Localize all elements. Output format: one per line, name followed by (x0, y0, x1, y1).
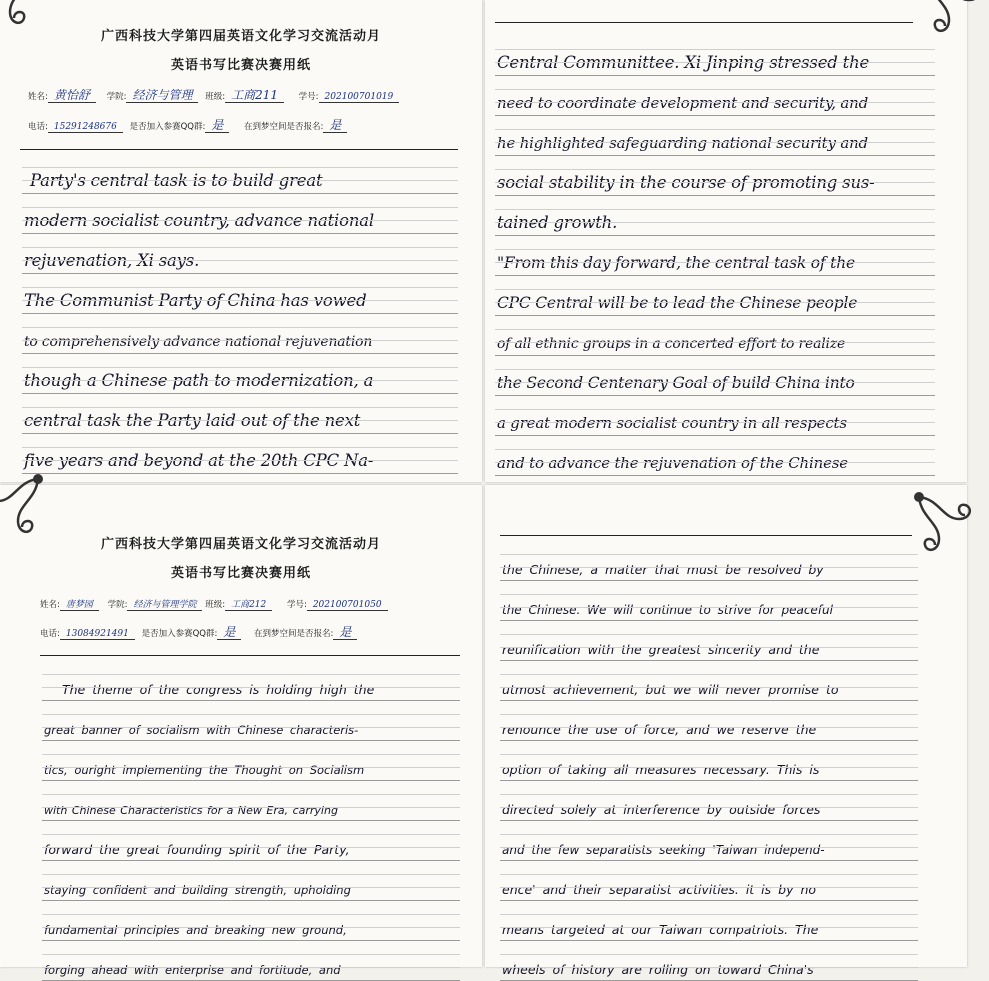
phone-label: 电话: (40, 629, 60, 639)
writing-line: of all ethnic groups in a concerted effort to realize (495, 316, 935, 356)
writing-line: the Chinese, a matter that must be resolved by (500, 541, 918, 581)
writing-line: CPC Central will be to lead the Chinese people (495, 276, 935, 316)
writing-line: "From this day forward, the central task of the (495, 236, 935, 276)
dream-value: 是 (333, 625, 357, 640)
corner-flourish-icon (909, 489, 979, 559)
info-row-1 (40, 597, 388, 610)
writing-line: reunification with the greatest sincerity and the (500, 621, 918, 661)
sheet-title: 广西科技大学第四届英语文化学习交流活动月 (100, 537, 381, 552)
phone-value: 15291248676 (48, 122, 123, 133)
writing-line: central task the Party laid out of the next (22, 394, 458, 434)
writing-line: rejuvenation, Xi says. (22, 234, 458, 274)
college-label: 学院: (107, 600, 128, 610)
sheet-title: 广西科技大学第四届英语文化学习交流活动月 (100, 29, 381, 44)
writing-line: option of taking all measures necessary. This is (500, 741, 918, 781)
student-id-label: 学号: (286, 600, 307, 610)
student-id-label: 学号: (298, 92, 319, 102)
qq-label: 是否加入参赛QQ群: (141, 629, 218, 639)
header-divider (495, 22, 913, 23)
header-divider (20, 149, 458, 150)
writing-line: Central Communittee. Xi Jinping stressed the (495, 36, 935, 76)
writing-line: and to advance the rejuvenation of the Chinese (495, 436, 935, 476)
header-divider (500, 535, 912, 536)
phone-value: 13084921491 (60, 629, 135, 640)
qq-label: 是否加入参赛QQ群: (129, 122, 206, 132)
writing-lines (500, 541, 918, 981)
writing-line: renounce the use of force, and we reserve the (500, 701, 918, 741)
qq-value: 是 (205, 118, 229, 133)
writing-line: the Chinese. We will continue to strive for peaceful (500, 581, 918, 621)
writing-line: and the few separatists seeking 'Taiwan independ- (500, 821, 918, 861)
writing-line: utmost achievement, but we will never promise to (500, 661, 918, 701)
class-value: 工商211 (225, 88, 284, 103)
college-value: 经济与管理学院 (127, 600, 202, 611)
corner-flourish-icon (0, 471, 48, 541)
writing-line: modern socialist country, advance national (22, 194, 458, 234)
writing-lines (495, 36, 935, 476)
writing-line: the Second Centenary Goal of build China into (495, 356, 935, 396)
class-label: 班级: (205, 92, 226, 102)
class-label: 班级: (205, 600, 226, 610)
contest-sheet-3 (0, 485, 482, 977)
header-divider (40, 655, 460, 656)
info-row-1 (28, 86, 399, 103)
writing-line: staying confident and building strength, upholding (42, 861, 460, 901)
writing-line: The Communist Party of China has vowed (22, 274, 458, 314)
writing-line: though a Chinese path to modernization, a (22, 354, 458, 394)
writing-line: a great modern socialist country in all respects (495, 396, 935, 436)
sheet-subtitle: 英语书写比赛决赛用纸 (170, 58, 311, 73)
college-value: 经济与管理 (126, 88, 198, 103)
writing-line: fundamental principles and breaking new ground, (42, 901, 460, 941)
class-value: 工商212 (225, 600, 272, 611)
writing-line: need to coordinate development and security, and (495, 76, 935, 116)
phone-label: 电话: (28, 122, 48, 132)
student-id-value: 202100701019 (319, 92, 400, 103)
college-label: 学院: (106, 92, 127, 102)
writing-line: The theme of the congress is holding high the (42, 661, 460, 701)
writing-line: tained growth. (495, 196, 935, 236)
contest-sheet-2 (485, 0, 967, 482)
info-row-2 (28, 116, 347, 133)
writing-line: means targeted at our Taiwan compatriots. The (500, 901, 918, 941)
writing-line: ence' and their separatist activities. it is by no (500, 861, 918, 901)
contest-sheet-1 (0, 0, 482, 482)
dream-label: 在到梦空间是否报名: (244, 122, 324, 132)
contest-sheet-4 (485, 485, 967, 977)
dream-label: 在到梦空间是否报名: (254, 629, 334, 639)
name-label: 姓名: (40, 600, 60, 610)
name-label: 姓名: (28, 92, 48, 102)
writing-lines (22, 154, 458, 474)
writing-line: great banner of socialism with Chinese characteris- (42, 701, 460, 741)
writing-line: social stability in the course of promoting sus- (495, 156, 935, 196)
writing-line: wheels of history are rolling on toward China's (500, 941, 918, 981)
student-id-value: 202100701050 (307, 600, 388, 611)
writing-line: to comprehensively advance national rejuvenation (22, 314, 458, 354)
writing-line: forging ahead with enterprise and fortitude, and (42, 941, 460, 981)
qq-value: 是 (217, 625, 241, 640)
dream-value: 是 (323, 118, 347, 133)
sheet-subtitle: 英语书写比赛决赛用纸 (170, 566, 311, 581)
writing-lines (42, 661, 460, 981)
writing-line: with Chinese Characteristics for a New Era, carrying (42, 781, 460, 821)
corner-flourish-icon (919, 0, 989, 40)
name-value: 唐梦园 (60, 600, 99, 611)
writing-line: forward the great founding spirit of the Party, (42, 821, 460, 861)
writing-line: tics, ouright implementing the Thought on Socialism (42, 741, 460, 781)
writing-line: Party's central task is to build great (22, 154, 458, 194)
writing-line: five years and beyond at the 20th CPC Na- (22, 434, 458, 474)
writing-line: he highlighted safeguarding national security and (495, 116, 935, 156)
name-value: 黄怡舒 (48, 88, 96, 103)
writing-line: directed solely at interference by outside forces (500, 781, 918, 821)
info-row-2 (40, 623, 357, 640)
